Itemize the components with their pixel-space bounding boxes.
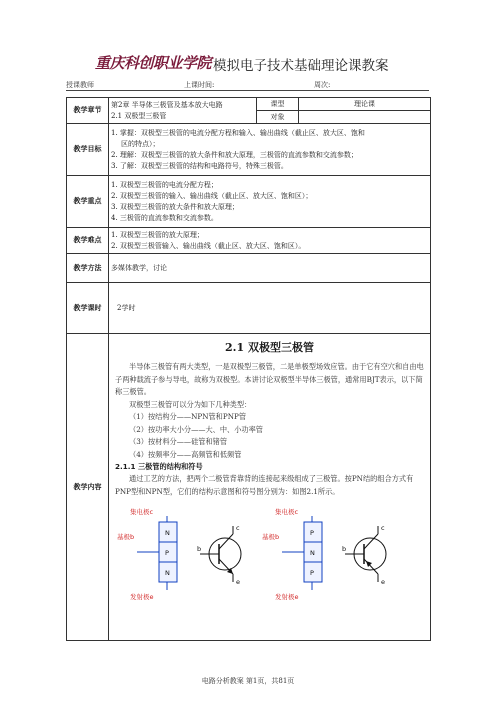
npn-layer-mid: P (165, 549, 169, 557)
school-name: 重庆科创职业学院 (95, 54, 212, 72)
week-label: 周次: (314, 81, 331, 89)
goal-item: 1. 掌握：双极型三极管的电流分配方程和输入、输出曲线（截止区、放大区、饱和 (111, 128, 365, 137)
type-item: （4）按频率分——高频管和低频管 (129, 449, 242, 459)
type-item: （2）按功率大小分——大、中、小功率管 (129, 424, 263, 434)
key-list (109, 176, 431, 228)
intro-paragraph: 半导体三极管有两大类型，一是双极型三极管，二是单极型场效应管。由于它有空穴和自由电子两种载流子参与导电，故称为双极型。本讲讨论双极型半导体三极管，通常用BJT表示，以下简称三极管。 (115, 362, 424, 396)
chapter-line1: 第2章 半导体三极管及基本放大电路 (111, 100, 223, 109)
subsection-title: 2.1.1 三极管的结构和符号 (115, 462, 203, 471)
chapter-line2: 2.1 双极型三极管 (111, 111, 167, 120)
pnp-symbol (342, 524, 386, 586)
pnp-e-label: e (381, 578, 385, 586)
content-label: 教学内容 (67, 334, 109, 641)
goal-label: 教学目标 (67, 124, 109, 176)
type-item: （1）按结构分——NPN管和PNP管 (129, 412, 247, 421)
key-item: 2. 双极型三极管的输入、输出曲线（截止区、放大区、饱和区）； (111, 191, 313, 200)
object-label: 对象 (270, 113, 285, 121)
difficulty-label: 教学难点 (67, 228, 109, 254)
npn-pnp-figure (115, 504, 415, 604)
pnp-c-label: c (381, 524, 385, 532)
npn-structure (117, 507, 177, 601)
npn-layer-bottom: N (165, 569, 170, 577)
type-value: 理论课 (299, 98, 430, 111)
npn-layer-top: N (165, 529, 170, 537)
key-item: 3. 双极型三极管的放大条件和放大原理； (111, 202, 239, 211)
goal-list (109, 124, 431, 176)
pnp-layer-top: P (310, 529, 314, 537)
difficulty-item: 2. 双极型三极管输入、输出曲线（截止区、放大区、饱和区）。 (111, 241, 306, 250)
structure-paragraph: 通过工艺的方法，把两个二极管背靠背的连接起来级组成了三极管。按PN结的组合方式有PNP型和NPN型，它们的结构示意图和符号图分别为：如图2.1所示。 (115, 474, 414, 496)
chapter-label: 教学章节 (67, 98, 109, 124)
teacher-label: 授课教师 (66, 81, 94, 89)
lesson-plan-table (66, 97, 431, 641)
object-value (299, 111, 430, 123)
npn-emitter-label: 发射极e (130, 593, 154, 601)
pnp-layer-mid: N (310, 549, 315, 557)
npn-collector-label: 集电极c (130, 508, 154, 516)
pnp-collector-label: 集电极c (275, 508, 299, 516)
hours-value: 2学时 (109, 283, 431, 334)
hours-label: 教学课时 (67, 283, 109, 334)
pnp-layer-bottom: P (310, 569, 314, 577)
goal-item: 2. 理解：双极型三极管的放大条件和放大原理，三极管的直流参数和交流参数； (111, 150, 358, 159)
time-label: 上课时间: (184, 81, 215, 89)
method-value: 多媒体教学，讨论 (109, 254, 431, 283)
chapter-value (109, 98, 257, 124)
key-item: 1. 双极型三极管的电流分配方程； (111, 180, 218, 189)
key-label: 教学重点 (67, 176, 109, 228)
goal-item: 区的特点）； (121, 139, 160, 148)
difficulty-list (109, 228, 431, 254)
type-label: 课型 (257, 98, 298, 111)
difficulty-item: 1. 双极型三极管的放大原理； (111, 230, 204, 239)
npn-base-label: 基极b (117, 533, 135, 541)
method-label: 教学方法 (67, 254, 109, 283)
pnp-emitter-label: 发射极e (275, 593, 299, 601)
type-item: （3）按材料分——硅管和锗管 (129, 437, 228, 446)
document-header (95, 52, 425, 74)
goal-item: 3. 了解：双极型三极管的结构和电路符号，特殊三极管。 (111, 161, 288, 170)
npn-b-label: b (197, 545, 202, 553)
pnp-base-label: 基极b (262, 533, 280, 541)
pnp-b-label: b (342, 545, 347, 553)
transistor-diagram (115, 504, 424, 604)
header-rule (66, 90, 429, 91)
key-item: 4. 三极管的直流参数和交流参数。 (111, 213, 218, 222)
page-footer: 电路分析教案 第1页，共81页 (201, 677, 295, 685)
course-title: 模拟电子技术基础理论课教案 (213, 58, 389, 74)
types-intro: 双极型三极管可以分为如下几种类型： (129, 399, 252, 409)
section-title: 2.1 双极型三极管 (225, 341, 314, 354)
pnp-structure (262, 507, 322, 601)
content-cell (109, 334, 431, 641)
npn-e-label: e (236, 578, 240, 586)
npn-symbol (197, 524, 241, 586)
npn-c-label: c (236, 524, 240, 532)
